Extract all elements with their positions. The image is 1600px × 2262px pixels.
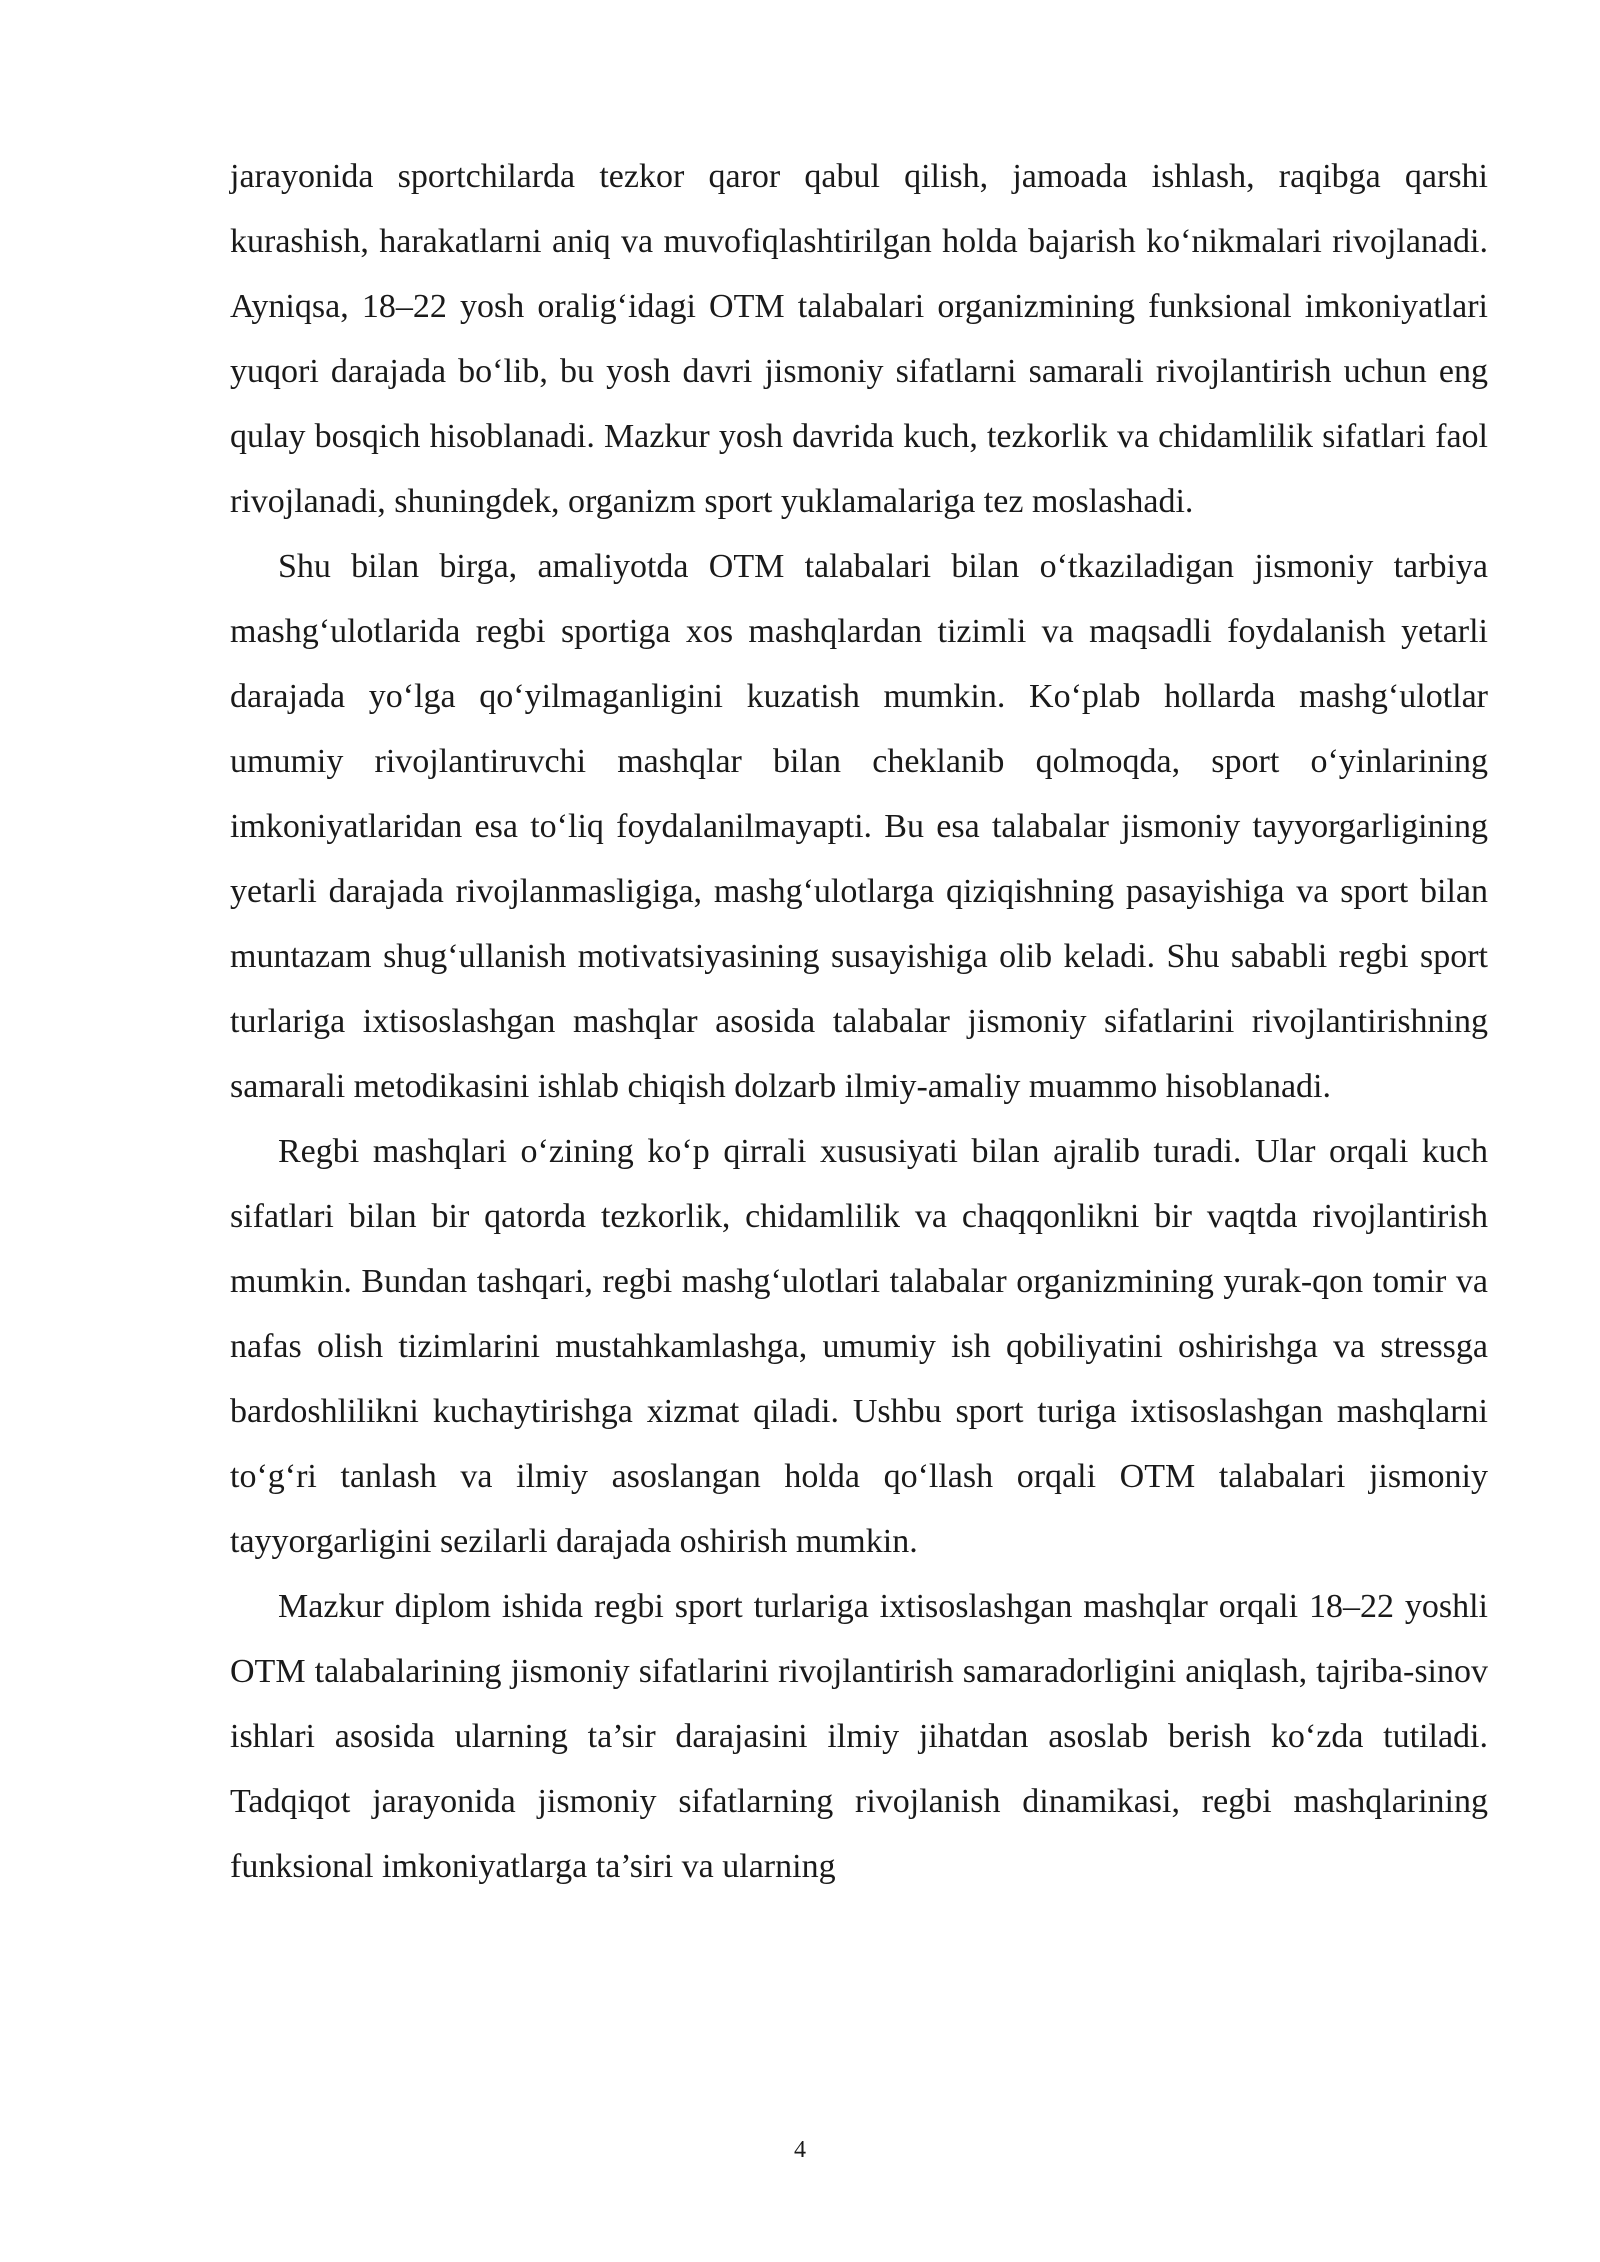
page-number: 4 xyxy=(794,2137,806,2163)
paragraph-4: Mazkur diplom ishida regbi sport turlariga ixtisoslashgan mashqlar orqali 18–22 yoshli OTM talabalarining jismoniy sifatlarini rivojlantirish samaradorligini aniqlash, tajriba-sinov ishlari asosida ularning ta’sir darajasini ilmiy jihatdan asoslab berish ko‘zda tutiladi. Tadqiqot jarayonida jismoniy sifatlarning rivojlanish dinamikasi, regbi mashqlarining funksional imkoniyatlarga ta’siri va ularning xyxy=(230,1588,1488,1885)
paragraph-2: Shu bilan birga, amaliyotda OTM talabalari bilan o‘tkaziladigan jismoniy tarbiya mashg‘ulotlarida regbi sportiga xos mashqlardan tizimli va maqsadli foydalanish yetarli darajada yo‘lga qo‘yilmaganligini kuzatish mumkin. Ko‘plab hollarda mashg‘ulotlar umumiy rivojlantiruvchi mashqlar bilan cheklanib qolmoqda, sport o‘yinlarining imkoniyatlaridan esa to‘liq foydalanilmayapti. Bu esa talabalar jismoniy tayyorgarligining yetarli darajada rivojlanmasligiga, mashg‘ulotlarga qiziqishning pasayishiga va sport bilan muntazam shug‘ullanish motivatsiyasining susayishiga olib keladi. Shu sababli regbi sport turlariga ixtisoslashgan mashqlar asosida talabalar jismoniy sifatlarini rivojlantirishning samarali metodikasini ishlab chiqish dolzarb ilmiy-amaliy muammo hisoblanadi. xyxy=(230,548,1488,1105)
document-body xyxy=(230,144,1488,1899)
paragraph-3: Regbi mashqlari o‘zining ko‘p qirrali xususiyati bilan ajralib turadi. Ular orqali kuch sifatlari bilan bir qatorda tezkorlik, chidamlilik va chaqqonlikni bir vaqtda rivojlantirish mumkin. Bundan tashqari, regbi mashg‘ulotlari talabalar organizmining yurak-qon tomir va nafas olish tizimlarini mustahkamlashga, umumiy ish qobiliyatini oshirishga va stressga bardoshlilikni kuchaytirishga xizmat qiladi. Ushbu sport turiga ixtisoslashgan mashqlarni to‘g‘ri tanlash va ilmiy asoslangan holda qo‘llash orqali OTM talabalari jismoniy tayyorgarligini sezilarli darajada oshirish mumkin. xyxy=(230,1133,1488,1560)
paragraph-1: jarayonida sportchilarda tezkor qaror qabul qilish, jamoada ishlash, raqibga qarshi kurashish, harakatlarni aniq va muvofiqlashtirilgan holda bajarish ko‘nikmalari rivojlanadi. Ayniqsa, 18–22 yosh oralig‘idagi OTM talabalari organizmining funksional imkoniyatlari yuqori darajada bo‘lib, bu yosh davri jismoniy sifatlarni samarali rivojlantirish uchun eng qulay bosqich hisoblanadi. Mazkur yosh davrida kuch, tezkorlik va chidamlilik sifatlari faol rivojlanadi, shuningdek, organizm sport yuklamalariga tez moslashadi. xyxy=(230,158,1488,520)
